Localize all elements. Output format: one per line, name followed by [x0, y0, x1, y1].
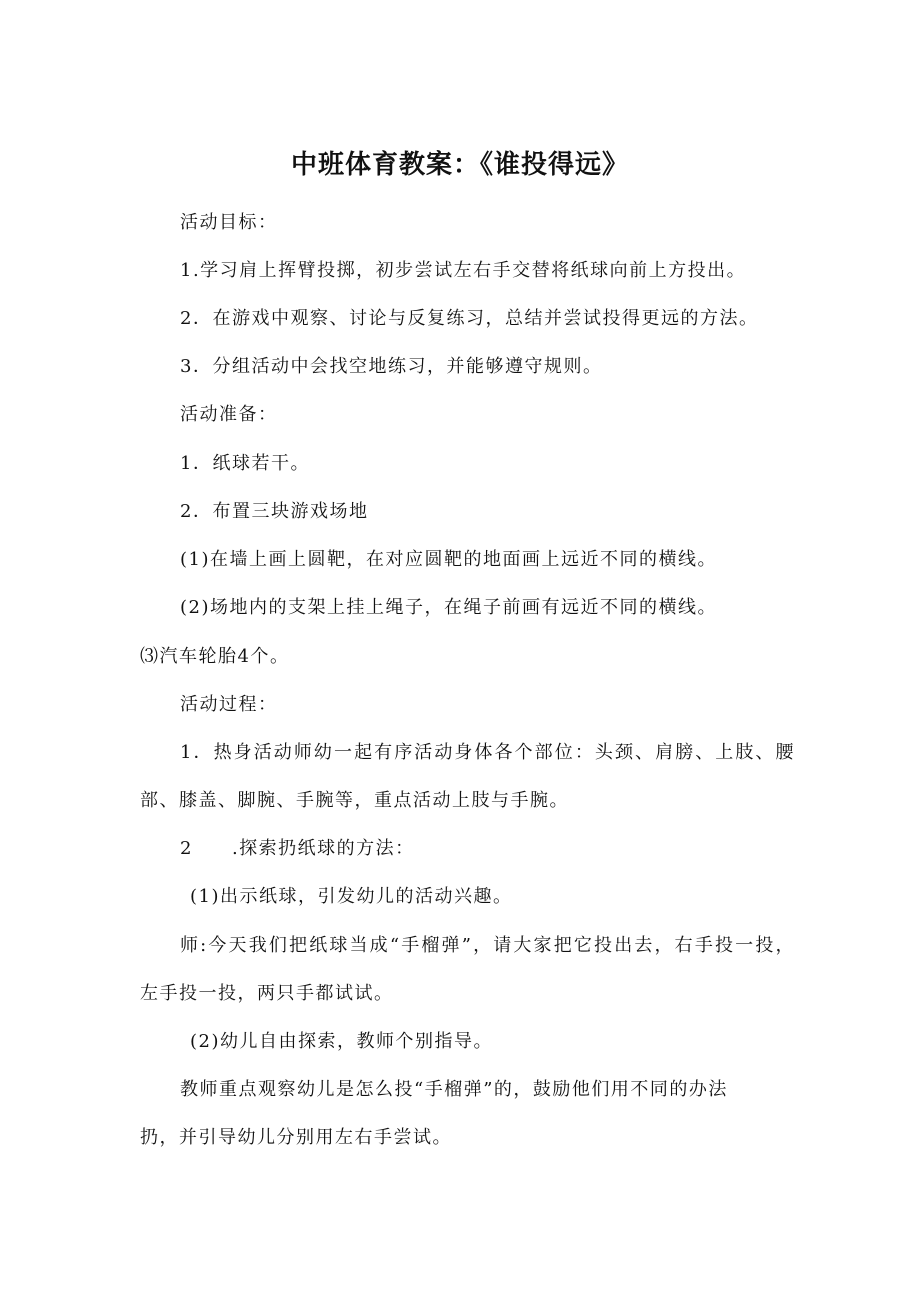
section-heading-preparation: 活动准备：: [180, 404, 278, 425]
preparation-subitem-3: ⑶汽车轮胎4个。: [140, 646, 290, 667]
goal-item-2: 2．在游戏中观察、讨论与反复练习，总结并尝试投得更远的方法。: [180, 308, 759, 329]
document-title: 中班体育教案：《谁投得远》: [290, 150, 629, 180]
process-step-1: 1．热身活动师幼一起有序活动身体各个部位：头颈、肩膀、上肢、腰: [180, 742, 795, 763]
teacher-guidance-continued: 扔，并引导幼儿分别用左右手尝试。: [140, 1127, 452, 1148]
process-step-2: 2 .探索扔纸球的方法：: [180, 838, 415, 859]
preparation-subitem-2: (2)场地内的支架上挂上绳子，在绳子前画有远近不同的横线。: [180, 597, 717, 618]
preparation-subitem-1: (1)在墙上画上圆靶，在对应圆靶的地面画上远近不同的横线。: [180, 549, 717, 570]
teacher-speech-continued: 左手投一投，两只手都试试。: [140, 983, 394, 1004]
section-heading-process: 活动过程：: [180, 694, 278, 715]
process-substep-2: (2)幼儿自由探索，教师个别指导。: [190, 1031, 493, 1052]
teacher-guidance: 教师重点观察幼儿是怎么投“手榴弹”的，鼓励他们用不同的办法: [180, 1079, 728, 1100]
process-substep-1: (1)出示纸球，引发幼儿的活动兴趣。: [190, 886, 513, 907]
preparation-item-2: 2．布置三块游戏场地: [180, 501, 369, 522]
teacher-speech: 师:今天我们把纸球当成“手榴弹”，请大家把它投出去，右手投一投，: [180, 935, 795, 956]
process-step-1-continued: 部、膝盖、脚腕、手腕等，重点活动上肢与手腕。: [140, 790, 569, 811]
preparation-item-1: 1．纸球若干。: [180, 453, 310, 474]
goal-item-3: 3．分组活动中会找空地练习，并能够遵守规则。: [180, 356, 603, 377]
goal-item-1: 1.学习肩上挥臂投掷，初步尝试左右手交替将纸球向前上方投出。: [180, 260, 747, 281]
section-heading-goals: 活动目标：: [180, 212, 278, 233]
